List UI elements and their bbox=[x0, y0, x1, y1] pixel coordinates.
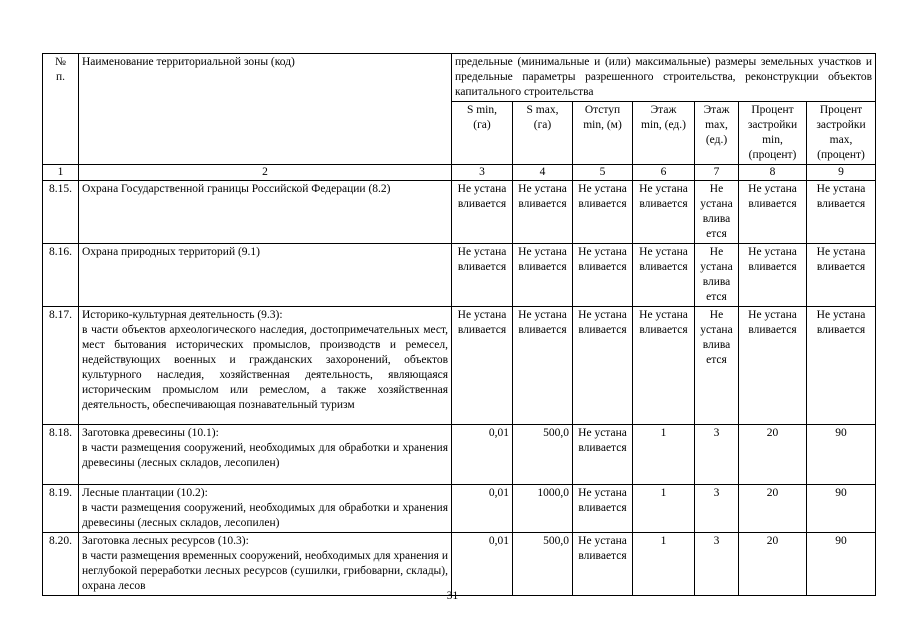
index-cell: 7 bbox=[695, 165, 739, 181]
param-cell: Не устана вливается bbox=[573, 485, 633, 533]
param-cell: Не устана вливается bbox=[633, 307, 695, 425]
table-row bbox=[43, 425, 876, 485]
param-cell: Не устана вливается bbox=[513, 307, 573, 425]
index-row bbox=[43, 165, 876, 181]
header-smax: S max, (га) bbox=[513, 102, 573, 165]
param-cell: Не устана вливается bbox=[573, 425, 633, 485]
param-cell: Не устана вливается bbox=[807, 307, 876, 425]
param-cell: 0,01 bbox=[452, 425, 513, 485]
header-offset: Отступ min, (м) bbox=[573, 102, 633, 165]
header-params: предельные (минимальные и (или) максимальные) размеры земельных участков и предельные параметры разрешенного строительства, реконструкции объектов капитального строительства bbox=[452, 54, 876, 102]
zone-title: Лесные плантации (10.2): bbox=[82, 487, 208, 499]
zone-description bbox=[79, 425, 452, 485]
index-cell: 1 bbox=[43, 165, 79, 181]
param-cell: 500,0 bbox=[513, 425, 573, 485]
row-number: 8.18. bbox=[43, 425, 79, 485]
zone-description bbox=[79, 307, 452, 425]
index-cell: 2 bbox=[79, 165, 452, 181]
zone-title: Охрана Государственной границы Российской Федерации (8.2) bbox=[82, 183, 391, 195]
param-cell: Не устана вливается bbox=[807, 244, 876, 307]
header-floor-max: Этаж max, (ед.) bbox=[695, 102, 739, 165]
param-cell: Не устана вливается bbox=[452, 181, 513, 244]
zone-text: в части объектов археологического наследия, достопримечательных мест, мест бытования исторических промыслов, производств и ремесел, недействующих военных и гражданских захоронений, объектов культурного наследия, хозяйственная деятельность, являющаяся историческим промыслом или ремеслом, а также хозяйственная деятельность, обеспечивающая познавательный туризм bbox=[82, 324, 448, 411]
zone-title: Охрана природных территорий (9.1) bbox=[82, 246, 261, 258]
index-cell: 9 bbox=[807, 165, 876, 181]
param-cell: 3 bbox=[695, 425, 739, 485]
param-cell: 1000,0 bbox=[513, 485, 573, 533]
zone-description bbox=[79, 533, 452, 596]
header-smin: S min, (га) bbox=[452, 102, 513, 165]
zone-text: в части размещения временных сооружений, необходимых для хранения и неглубокой переработки лесных ресурсов (сушилки, грибоварни, склады), охрана лесов bbox=[82, 550, 448, 592]
param-cell: Не устана влива ется bbox=[695, 307, 739, 425]
zone-description bbox=[79, 244, 452, 307]
param-cell: 20 bbox=[739, 533, 807, 596]
param-cell: 1 bbox=[633, 533, 695, 596]
param-cell: Не устана вливается bbox=[573, 533, 633, 596]
zone-text: в части размещения сооружений, необходимых для обработки и хранения древесины (лесных складов, лесопилен) bbox=[82, 442, 448, 469]
param-cell: 1 bbox=[633, 425, 695, 485]
row-number: 8.20. bbox=[43, 533, 79, 596]
param-cell: Не устана вливается bbox=[739, 244, 807, 307]
zone-text: в части размещения сооружений, необходимых для обработки и хранения древесины (лесных складов, лесопилен) bbox=[82, 502, 448, 529]
zone-title: Заготовка лесных ресурсов (10.3): bbox=[82, 535, 249, 547]
param-cell: 20 bbox=[739, 485, 807, 533]
header-name: Наименование территориальной зоны (код) bbox=[79, 54, 452, 165]
header-build-max: Процент застройки max, (процент) bbox=[807, 102, 876, 165]
index-cell: 8 bbox=[739, 165, 807, 181]
table-row bbox=[43, 181, 876, 244]
param-cell: Не устана влива ется bbox=[695, 181, 739, 244]
table-row bbox=[43, 533, 876, 596]
param-cell: 90 bbox=[807, 485, 876, 533]
param-cell: Не устана вливается bbox=[807, 181, 876, 244]
param-cell: Не устана вливается bbox=[452, 307, 513, 425]
param-cell: Не устана вливается bbox=[573, 181, 633, 244]
zone-title: Заготовка древесины (10.1): bbox=[82, 427, 219, 439]
param-cell: 90 bbox=[807, 533, 876, 596]
row-number: 8.15. bbox=[43, 181, 79, 244]
param-cell: 3 bbox=[695, 485, 739, 533]
param-cell: Не устана влива ется bbox=[695, 244, 739, 307]
table-row bbox=[43, 307, 876, 425]
header-num: № п. bbox=[43, 54, 79, 165]
param-cell: 90 bbox=[807, 425, 876, 485]
param-cell: 0,01 bbox=[452, 485, 513, 533]
param-cell: Не устана вливается bbox=[633, 181, 695, 244]
table-row bbox=[43, 485, 876, 533]
row-number: 8.17. bbox=[43, 307, 79, 425]
param-cell: Не устана вливается bbox=[633, 244, 695, 307]
param-cell: Не устана вливается bbox=[573, 244, 633, 307]
zones-table bbox=[42, 53, 876, 596]
param-cell: Не устана вливается bbox=[739, 307, 807, 425]
index-cell: 4 bbox=[513, 165, 573, 181]
zone-title: Историко-культурная деятельность (9.3): bbox=[82, 309, 283, 321]
param-cell: 3 bbox=[695, 533, 739, 596]
table-row bbox=[43, 244, 876, 307]
param-cell: Не устана вливается bbox=[452, 244, 513, 307]
index-cell: 6 bbox=[633, 165, 695, 181]
header-row bbox=[43, 54, 876, 102]
page-number: 31 bbox=[446, 590, 459, 602]
param-cell: Не устана вливается bbox=[513, 181, 573, 244]
param-cell: Не устана вливается bbox=[739, 181, 807, 244]
index-cell: 5 bbox=[573, 165, 633, 181]
param-cell: Не устана вливается bbox=[573, 307, 633, 425]
index-cell: 3 bbox=[452, 165, 513, 181]
param-cell: 1 bbox=[633, 485, 695, 533]
param-cell: Не устана вливается bbox=[513, 244, 573, 307]
row-number: 8.19. bbox=[43, 485, 79, 533]
param-cell: 20 bbox=[739, 425, 807, 485]
zone-description bbox=[79, 485, 452, 533]
zone-description bbox=[79, 181, 452, 244]
row-number: 8.16. bbox=[43, 244, 79, 307]
header-build-min: Процент застройки min, (процент) bbox=[739, 102, 807, 165]
param-cell: 0,01 bbox=[452, 533, 513, 596]
param-cell: 500,0 bbox=[513, 533, 573, 596]
header-floor-min: Этаж min, (ед.) bbox=[633, 102, 695, 165]
